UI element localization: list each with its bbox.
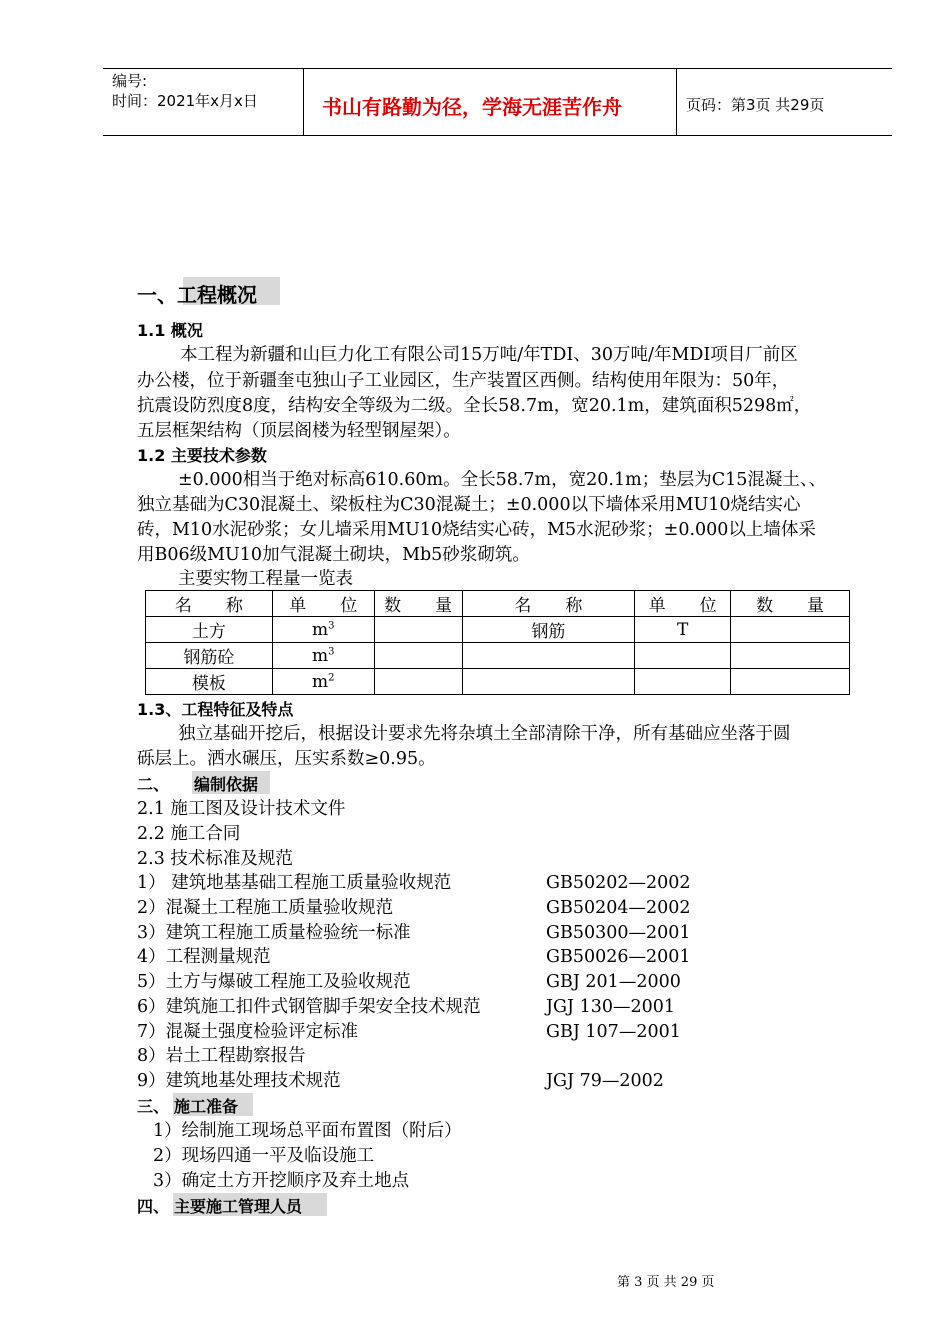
standard-code: GB50202—2002 [546, 873, 691, 893]
table-cell-name2 [462, 643, 635, 669]
section3-title: 施工准备 [174, 1097, 239, 1116]
table-cell-name: 模板 [146, 669, 273, 695]
standard-code: JGJ 130—2001 [546, 997, 676, 1017]
table-cell-unit: $m^2$ [272, 669, 374, 695]
table-cell-unit: $m^3$ [272, 643, 374, 669]
standard-name: 1） 建筑地基基础工程施工质量验收规范 [137, 873, 452, 893]
table-cell-unit2 [635, 643, 731, 669]
table-header-cell: 单 位 [635, 591, 731, 617]
s11-line-1: 本工程为新疆和山巨力化工有限公司15万吨/年TDI、30万吨/年MDI项目厂前区 [180, 345, 798, 365]
section4-title: 主要施工管理人员 [174, 1197, 303, 1216]
header-divider-2 [676, 68, 677, 136]
s3-item-3: 3）确定土方开挖顺序及弃土地点 [153, 1171, 410, 1191]
header-code-label: 编号: [112, 72, 148, 90]
table-cell-qty [374, 617, 462, 643]
s11-line-4: 五层框架结构（顶层阁楼为轻型钢屋架）。 [137, 421, 461, 441]
s2-item-3: 2.3 技术标准及规范 [137, 849, 293, 869]
standard-code: GB50026—2001 [546, 947, 691, 967]
table-header-cell: 名 称 [462, 591, 635, 617]
standard-name: 2）混凝土工程施工质量验收规范 [137, 898, 394, 918]
s2-item-2: 2.2 施工合同 [137, 824, 241, 844]
standard-code: GBJ 201—2000 [546, 972, 681, 992]
s12-title: 1.2 主要技术参数 [137, 446, 267, 465]
s3-item-2: 2）现场四通一平及临设施工 [153, 1146, 375, 1166]
s11-line-3: 抗震设防烈度8度，结构安全等级为二级。全长58.7m，宽20.1m，建筑面积5298㎡， [137, 396, 812, 416]
table-cell-qty2 [731, 669, 850, 695]
s13-line-2: 砾层上。洒水碾压，压实系数≥0.95。 [137, 749, 436, 769]
s12-line-2: 独立基础为C30混凝土、梁板柱为C30混凝土；±0.000以下墙体采用MU10烧结实心 [137, 495, 801, 515]
table-cell-qty2 [731, 643, 850, 669]
s11-title: 1.1 概况 [137, 321, 203, 340]
table-cell-qty [374, 669, 462, 695]
standard-code: GB50204—2002 [546, 898, 691, 918]
standard-code: GBJ 107—2001 [546, 1022, 681, 1042]
table-row [146, 669, 850, 695]
table-cell-unit2 [635, 669, 731, 695]
table-cell-name2: 钢筋 [462, 617, 635, 643]
table-header-row [146, 591, 850, 617]
standard-name: 3）建筑工程施工质量检验统一标准 [137, 923, 411, 943]
s12-line-4: 用B06级MU10加气混凝土砌块，Mb5砂浆砌筑。 [137, 545, 530, 565]
header-top-rule [103, 68, 892, 69]
table-cell-unit2: T [635, 617, 731, 643]
standard-code: JGJ 79—2002 [546, 1071, 664, 1091]
standard-name: 9）建筑地基处理技术规范 [137, 1071, 341, 1091]
standard-name: 8）岩土工程勘察报告 [137, 1046, 306, 1066]
table-caption: 主要实物工程量一览表 [178, 569, 353, 589]
table-header-cell: 数 量 [374, 591, 462, 617]
header-motto: 书山有路勤为径，学海无涯苦作舟 [322, 95, 622, 119]
table-header-cell: 单 位 [272, 591, 374, 617]
header-page-label: 页码：第3页 共29页 [686, 96, 825, 114]
standard-name: 4）工程测量规范 [137, 947, 271, 967]
section1-title: 一、工程概况 [137, 283, 257, 307]
standard-name: 5）土方与爆破工程施工及验收规范 [137, 972, 411, 992]
s12-line-1: ±0.000相当于绝对标高610.60m。全长58.7m，宽20.1m；垫层为C15混凝土、、 [178, 470, 827, 490]
footer-page-number: 第 3 页 共 29 页 [617, 1275, 715, 1290]
standard-name: 7）混凝土强度检验评定标准 [137, 1022, 359, 1042]
table-cell-name: 钢筋砼 [146, 643, 273, 669]
header-divider-1 [303, 68, 304, 136]
quantity-table [145, 590, 850, 695]
table-cell-qty [374, 643, 462, 669]
section2-title: 编制依据 [194, 775, 259, 794]
table-cell-unit: $m^3$ [272, 617, 374, 643]
standard-code: GB50300—2001 [546, 923, 691, 943]
table-cell-name: 土方 [146, 617, 273, 643]
section3-number: 三、 [137, 1097, 170, 1116]
table-row [146, 617, 850, 643]
table-header-cell: 名 称 [146, 591, 273, 617]
s13-title: 1.3、工程特征及特点 [137, 700, 294, 719]
s12-line-3: 砖，M10水泥砂浆；女儿墙采用MU10烧结实心砖，M5水泥砂浆；±0.000以上墙体采 [137, 520, 816, 540]
table-header-cell: 数 量 [731, 591, 850, 617]
section2-number: 二、 [137, 775, 170, 794]
s13-line-1: 独立基础开挖后，根据设计要求先将杂填土全部清除干净，所有基础应坐落于圆 [178, 724, 791, 744]
table-cell-qty2 [731, 617, 850, 643]
table-cell-name2 [462, 669, 635, 695]
table-row [146, 643, 850, 669]
s11-line-2: 办公楼，位于新疆奎屯独山子工业园区，生产装置区西侧。结构使用年限为：50年， [137, 371, 790, 391]
header-bottom-rule [103, 135, 892, 136]
section4-number: 四、 [137, 1197, 170, 1216]
header-time-label: 时间：2021年x月x日 [112, 92, 258, 110]
s2-item-1: 2.1 施工图及设计技术文件 [137, 799, 346, 819]
s3-item-1: 1）绘制施工现场总平面布置图（附后） [153, 1121, 462, 1141]
standard-name: 6）建筑施工扣件式钢管脚手架安全技术规范 [137, 997, 481, 1017]
